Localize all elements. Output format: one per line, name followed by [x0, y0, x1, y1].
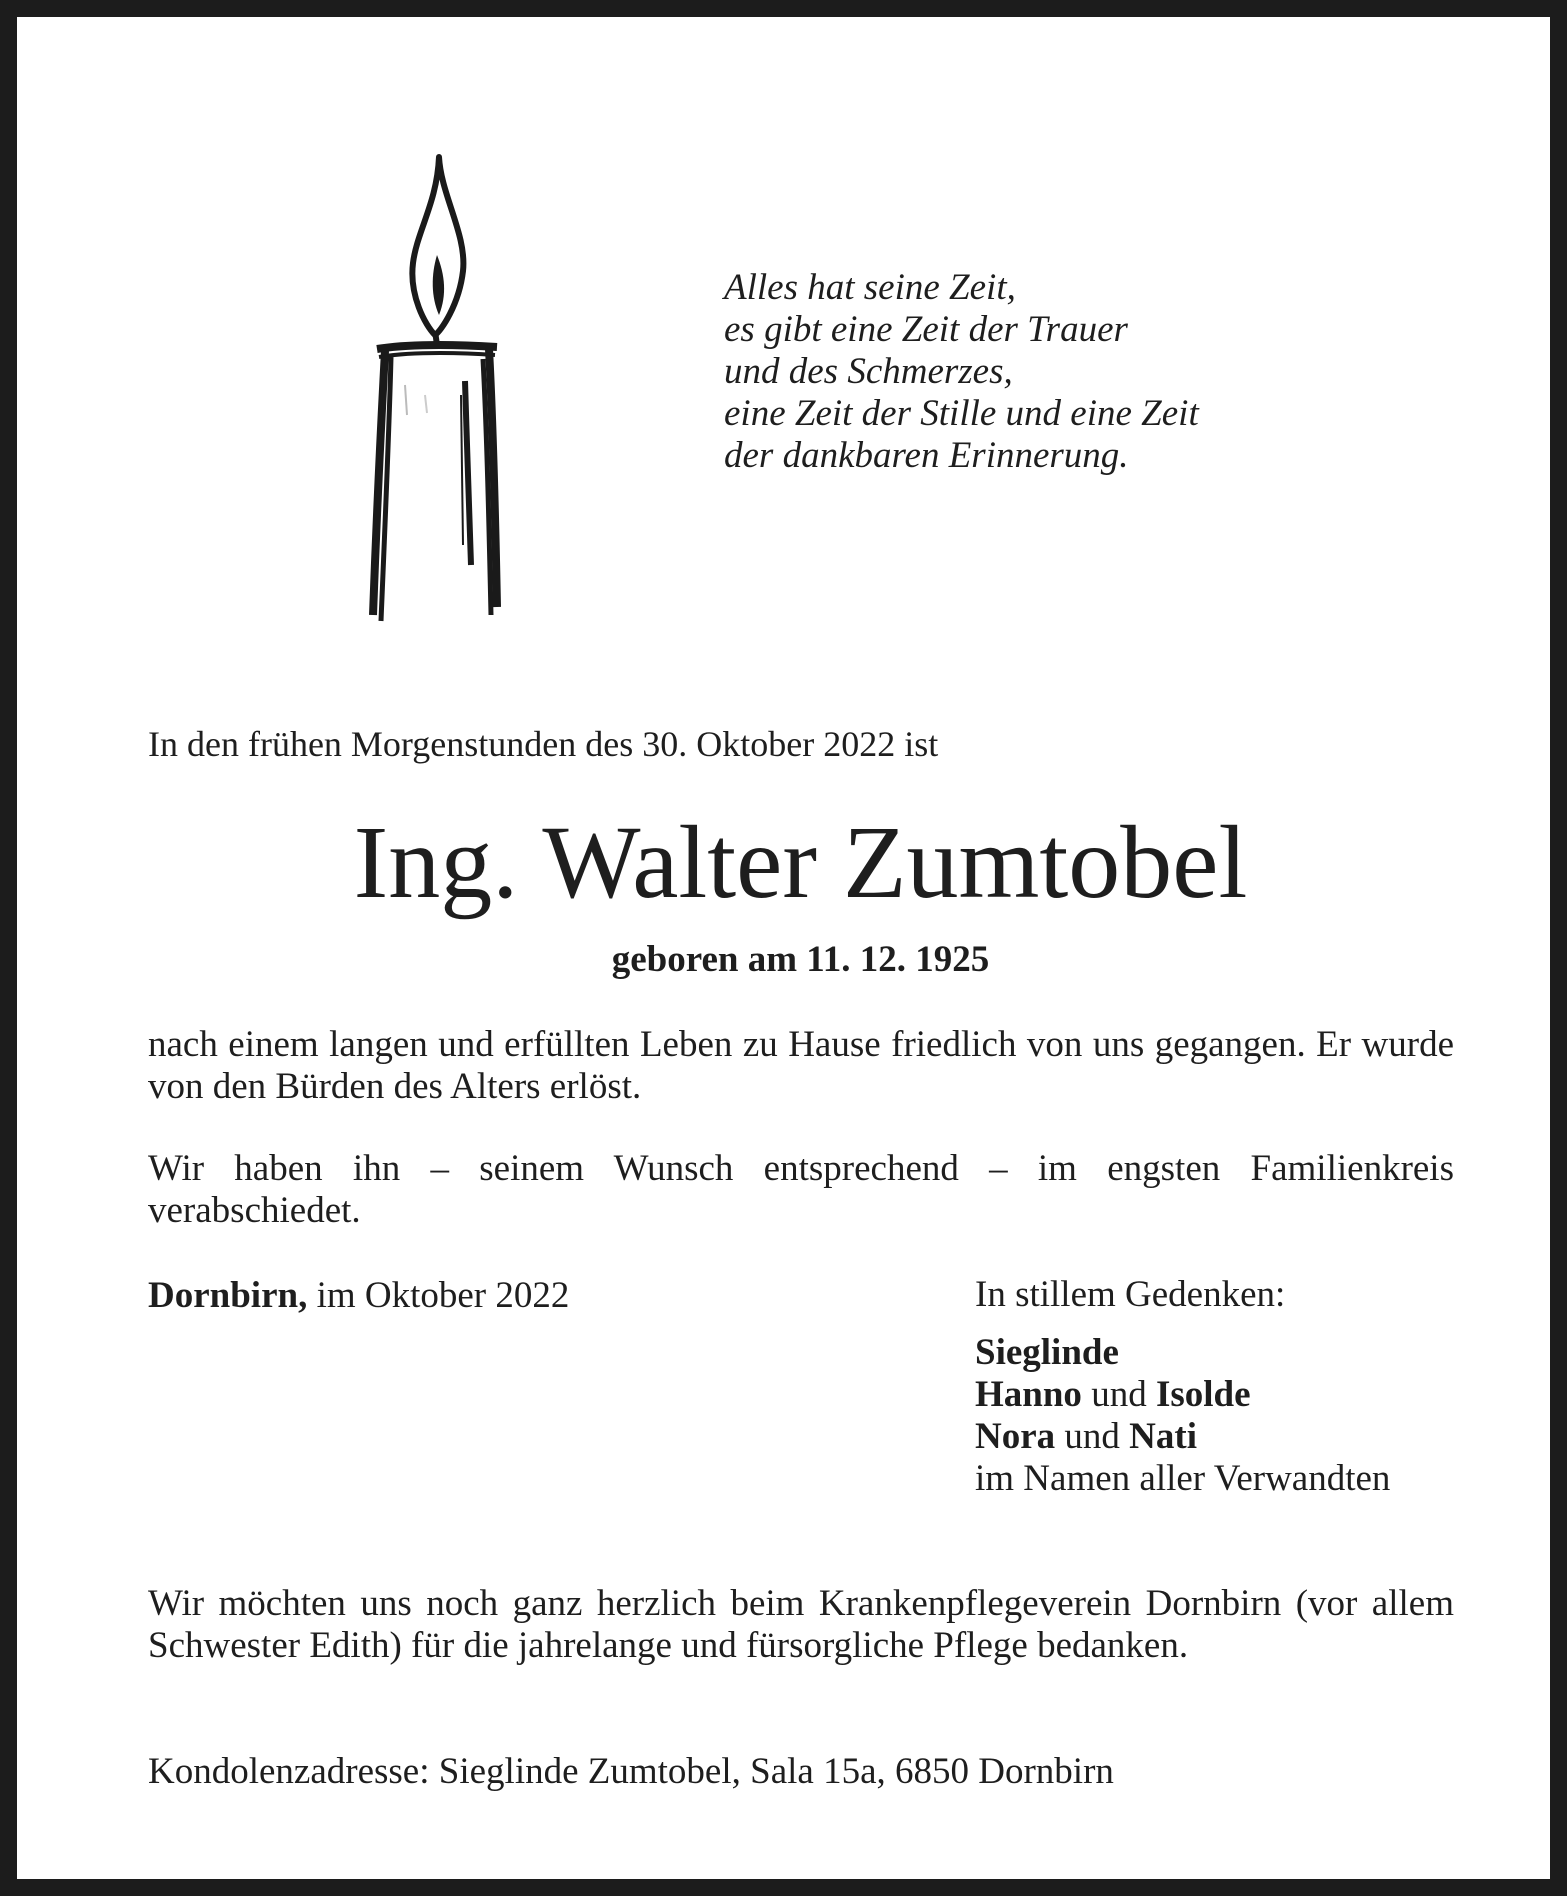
poem-line: eine Zeit der Stille und eine Zeit: [724, 393, 1199, 434]
place-month: im Oktober 2022: [307, 1275, 570, 1316]
place-city: Dornbirn,: [148, 1275, 308, 1316]
mourner-name: Hanno: [975, 1374, 1082, 1415]
mourner-conjunction: und: [1055, 1416, 1130, 1457]
mourner-conjunction: und: [1081, 1374, 1156, 1415]
mourners-footer: im Namen aller Verwandten: [975, 1458, 1391, 1499]
thanks-paragraph: Wir möchten uns noch ganz herzlich beim Krankenpflegeverein Dornbirn (vor allem Schwester Edith) für die jahrelange und fürsorgliche Pflege bedanken.: [148, 1583, 1454, 1666]
mourners-heading: In stillem Gedenken:: [975, 1274, 1286, 1315]
poem-line: und des Schmerzes,: [724, 351, 1013, 392]
mourner-line: [975, 1374, 1390, 1416]
mourner-name: Isolde: [1155, 1374, 1251, 1415]
intro-text: In den frühen Morgenstunden des 30. Oktober 2022 ist: [148, 724, 939, 764]
farewell-paragraph: Wir haben ihn – seinem Wunsch entsprechend – im engsten Familienkreis verabschiedet.: [148, 1148, 1454, 1231]
candle-icon: [355, 145, 515, 625]
mourner-name: Nora: [975, 1416, 1056, 1457]
poem: [724, 267, 1199, 477]
poem-line: der dankbaren Erinnerung.: [724, 435, 1129, 476]
condolence-address: Kondolenzadresse: Sieglinde Zumtobel, Sala 15a, 6850 Dornbirn: [148, 1751, 1114, 1792]
birth-date: geboren am 11. 12. 1925: [611, 939, 990, 980]
poem-line: Alles hat seine Zeit,: [724, 267, 1016, 308]
mourner-name: Sieglinde: [975, 1332, 1119, 1373]
mourners-block: [975, 1274, 1390, 1500]
mourner-name: Nati: [1129, 1416, 1197, 1457]
mourner-line: [975, 1416, 1390, 1458]
poem-line: es gibt eine Zeit der Trauer: [724, 309, 1128, 350]
passing-paragraph: nach einem langen und erfüllten Leben zu Hause friedlich von uns gegangen. Er wurde von den Bürden des Alters erlöst.: [148, 1024, 1454, 1107]
place-date: [148, 1274, 569, 1317]
deceased-name: Ing. Walter Zumtobel: [353, 805, 1248, 920]
